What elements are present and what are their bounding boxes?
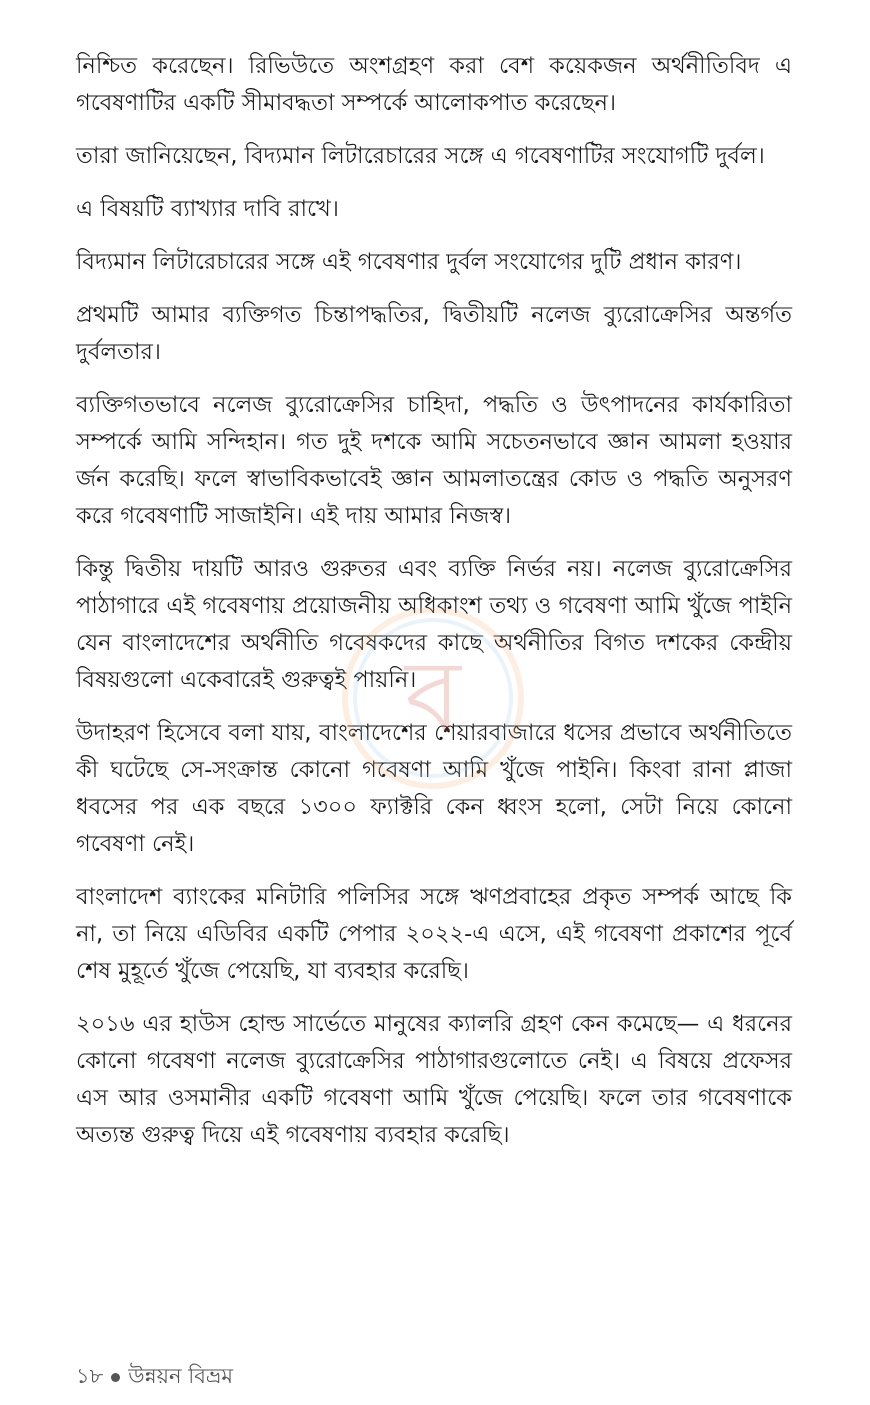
paragraph-4: বিদ্যমান লিটারেচারের সঙ্গে এই গবেষণার দুর্বল সংযোগের দুটি প্রধান কারণ।	[76, 249, 742, 275]
paragraph-1: নিশ্চিত করেছেন। রিভিউতে অংশগ্রহণ করা বেশ কয়েকজন অর্থনীতিবিদ এ গবেষণাটির একটি সীমাবদ্ধতা সম্পর্কে আলোকপাত করেছেন।	[76, 53, 792, 116]
paragraph-3: এ বিষয়টি ব্যাখ্যার দাবি রাখে।	[76, 196, 339, 222]
paragraph-6: ব্যক্তিগতভাবে নলেজ ব্যুরোক্রেসির চাহিদা, পদ্ধতি ও উৎপাদনের কার্যকারিতা সম্পর্কে আমি সন্দিহান। গত দুই দশকে আমি সচেতনভাবে জ্ঞান আমলা হওয়ার র্জন করেছি। ফলে স্বাভাবিকভাবেই জ্ঞান আমলাতন্ত্রের কোড ও পদ্ধতি অনুসরণ করে গবেষণাটি সাজাইনি। এই দায় আমার নিজস্ব।	[76, 392, 792, 529]
page-body	[76, 48, 792, 1170]
paragraph-2: তারা জানিয়েছেন, বিদ্যমান লিটারেচারের সঙ্গে এ গবেষণাটির সংযোগটি দুর্বল।	[76, 143, 765, 169]
page-footer	[76, 1360, 233, 1395]
paragraph-5: প্রথমটি আমার ব্যক্তিগত চিন্তাপদ্ধতির, দ্বিতীয়টি নলেজ ব্যুরোক্রেসির অন্তর্গত দুর্বলতার।	[76, 302, 792, 365]
paragraph-8: উদাহরণ হিসেবে বলা যায়, বাংলাদেশের শেয়ারবাজারে ধসের প্রভাবে অর্থনীতিতে কী ঘটেছে সে-সংক্রান্ত কোনো গবেষণা আমি খুঁজে পাইনি। কিংবা রানা প্লাজা ধবসের পর এক বছরে ১৩০০ ফ্যাক্টরি কেন ধ্বংস হলো, সেটা নিয়ে কোনো গবেষণা নেই।	[76, 720, 792, 857]
footer-bullet-icon	[111, 1373, 120, 1382]
page-number: ১৮	[76, 1364, 104, 1388]
paragraph-10: ২০১৬ এর হাউস হোল্ড সার্ভেতে মানুষের ক্যালরি গ্রহণ কেন কমেছে— এ ধরনের কোনো গবেষণা নলেজ ব্যুরোক্রেসির পাঠাগারগুলোতে নেই। এ বিষয়ে প্রফেসর এস আর ওসমানীর একটি গবেষণা আমি খুঁজে পেয়েছি। ফলে তার গবেষণাকে অত্যন্ত গুরুত্ব দিয়ে এই গবেষণায় ব্যবহার করেছি।	[76, 1011, 792, 1148]
watermark-letter: ব	[405, 638, 461, 755]
book-title: উন্নয়ন বিভ্রম	[128, 1364, 233, 1388]
paragraph-7: কিন্তু দ্বিতীয় দায়টি আরও গুরুতর এবং ব্যক্তি নির্ভর নয়। নলেজ ব্যুরোক্রেসির পাঠাগারে এই গবেষণায় প্রয়োজনীয় অধিকাংশ তথ্য ও গবেষণা আমি খুঁজে পাইনি যেন বাংলাদেশের অর্থনীতি গবেষকদের কাছে অর্থনীতির বিগত দশকের কেন্দ্রীয় বিষয়গুলো একেবারেই গুরুত্বই পায়নি।	[76, 556, 792, 693]
paragraph-9: বাংলাদেশ ব্যাংকের মনিটারি পলিসির সঙ্গে ঋণপ্রবাহের প্রকৃত সম্পর্ক আছে কি না, তা নিয়ে এডিবির একটি পেপার ২০২২-এ এসে, এই গবেষণা প্রকাশের পূর্বে শেষ মুহূর্তে খুঁজে পেয়েছি, যা ব্যবহার করেছি।	[76, 884, 792, 984]
